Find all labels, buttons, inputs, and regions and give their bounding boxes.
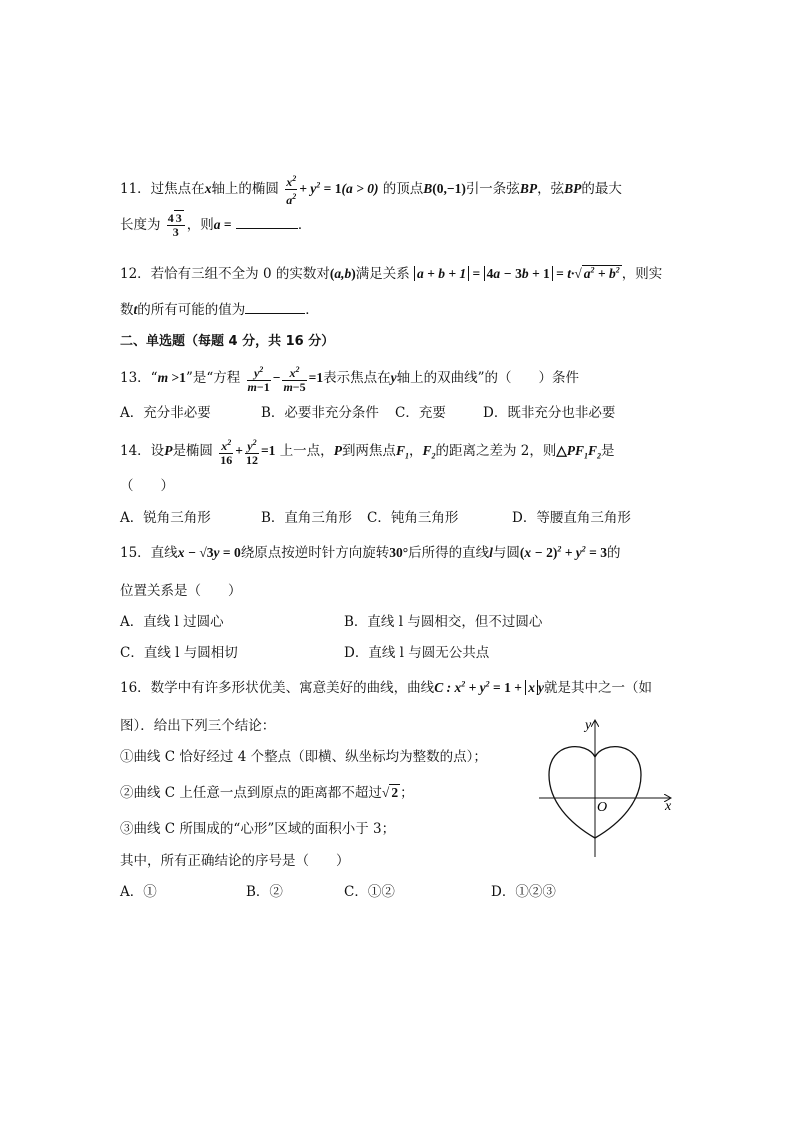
q15-line1: 15．直线x − √3y = 0绕原点按逆时针方向旋转30°后所得的直线l与圆$(x - 2)^2 + y^2 = 3$的 bbox=[120, 544, 621, 561]
q16-conclusion-3: ③曲线 C 所围成的“心形”区域的面积小于 3； bbox=[120, 821, 396, 837]
q15-option-b[interactable]: B．直线 l 与圆相交，但不过圆心 bbox=[344, 614, 543, 630]
q16-question: 其中，所有正确结论的序号是（ ） bbox=[120, 853, 350, 869]
q15-line2: 位置关系是（ ） bbox=[120, 583, 242, 599]
q13-option-b[interactable]: B．必要非充分条件 bbox=[261, 405, 379, 421]
q16-option-d[interactable]: D．①②③ bbox=[491, 884, 556, 900]
q16-conclusion-1: ①曲线 C 恰好经过 4 个整点（即横、纵坐标均为整数的点）； bbox=[120, 749, 487, 765]
q12-line2: 数t的所有可能的值为 ． bbox=[120, 302, 319, 318]
q16-option-a[interactable]: A．① bbox=[120, 884, 157, 900]
ellipse-fraction: $\frac{x^2}{a^2}$ bbox=[286, 174, 297, 207]
q16-option-c[interactable]: C．①② bbox=[344, 884, 395, 900]
q12-line1: 12．若恰有三组不全为 0 的实数对(a,b)满足关系 a + b + 1 = 4a − 3b + 1 = t·√ $a^2 + b^2$ ，则实 bbox=[120, 265, 663, 282]
section-title: 二、单选题（每题 4 分，共 16 分） bbox=[120, 334, 335, 349]
q13-line1: 13．“m >1”是“方程 $\frac{y^2}{m-1}$ − $\frac{x^2}{m-5}$ =1表示焦点在y轴上的双曲线”的（ ）条件 bbox=[120, 365, 579, 394]
origin-label: O bbox=[597, 800, 608, 815]
q15-option-d[interactable]: D．直线 l 与圆无公共点 bbox=[344, 645, 490, 661]
q11-answer-blank[interactable] bbox=[236, 228, 298, 229]
y-axis-label: y bbox=[585, 718, 592, 733]
q13-option-c[interactable]: C．充要 bbox=[395, 405, 446, 421]
q14-line1: 14．设P是椭圆 $\frac{x^2}{16}$ + $\frac{y^2}{12}$ =1 上一点，P到两焦点$F_1$，$F_2$的距离之差为 2，则$\triangle PF_1F_2$是 bbox=[120, 438, 615, 467]
q14-option-a[interactable]: A．锐角三角形 bbox=[120, 510, 211, 526]
q11-line1: 11．过焦点在x轴上的椭圆 $\frac{x^2}{a^2}$ + $y^2 = 1(a > 0)$ 的顶点B(0,−1)引一条弦BP，弦BP的最大 bbox=[120, 174, 622, 207]
q11-line2: 长度为 $\frac{4 3}{3}$ ，则a = ． bbox=[120, 211, 312, 239]
q13-option-d[interactable]: D．既非充分也非必要 bbox=[483, 405, 616, 421]
q16-conclusion-2: ②曲线 C 上任意一点到原点的距离都不超过√ 2 ； bbox=[120, 785, 414, 801]
q16-line1: 16．数学中有许多形状优美、寓意美好的曲线，曲线C : $x^2 + y^2 = 1 + x$ y就是其中之一（如 bbox=[120, 679, 653, 696]
q13-option-a[interactable]: A．充分非必要 bbox=[120, 405, 211, 421]
q14-option-b[interactable]: B．直角三角形 bbox=[261, 510, 352, 526]
max-length-fraction: $\frac{4 3}{3}$ bbox=[167, 212, 185, 239]
q15-option-a[interactable]: A．直线 l 过圆心 bbox=[120, 614, 224, 630]
q16-line2: 图）．给出下列三个结论： bbox=[120, 718, 276, 734]
q16-option-b[interactable]: B．② bbox=[246, 884, 283, 900]
q14-line2: （ ） bbox=[120, 478, 174, 494]
q12-answer-blank[interactable] bbox=[245, 313, 305, 314]
q14-option-c[interactable]: C．钝角三角形 bbox=[367, 510, 459, 526]
heart-curve-figure bbox=[535, 715, 685, 860]
q15-option-c[interactable]: C．直线 l 与圆相切 bbox=[120, 645, 238, 661]
x-axis-label: x bbox=[665, 799, 672, 814]
q14-option-d[interactable]: D．等腰直角三角形 bbox=[512, 510, 631, 526]
